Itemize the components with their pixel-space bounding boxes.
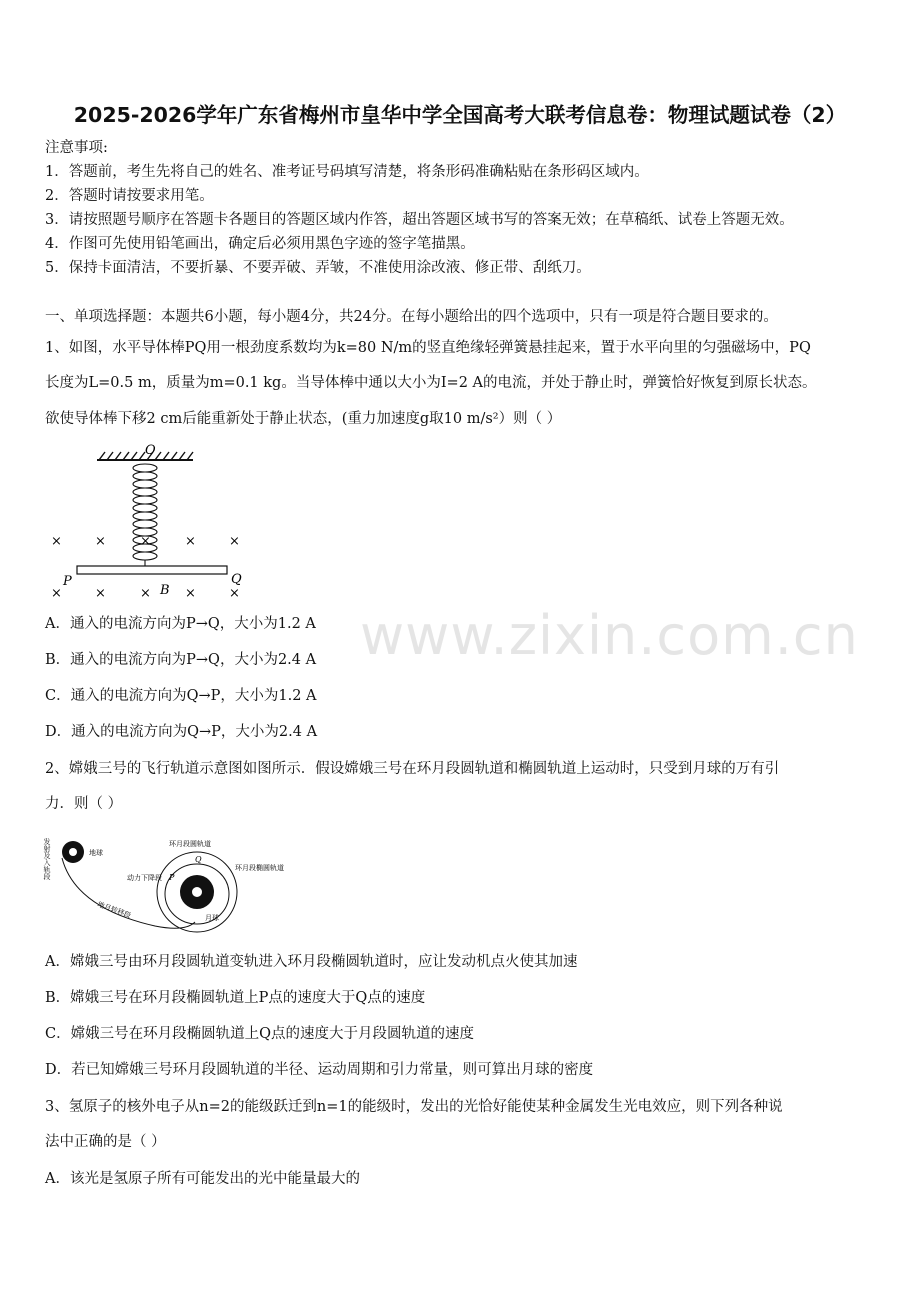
page-title: 2025-2026学年广东省梅州市皇华中学全国高考大联考信息卷：物理试题试卷（2）: [73, 103, 847, 127]
watermark: www.zixin.com.cn: [360, 604, 859, 667]
b-field-cross: ×: [229, 586, 240, 601]
option-b: B．嫦娥三号在环月段椭圆轨道上P点的速度大于Q点的速度: [45, 990, 426, 1006]
label-o: O: [145, 443, 156, 458]
b-field-cross: ×: [95, 586, 106, 601]
notice-item: 1．答题前，考生先将自己的姓名、准考证号码填写清楚，将条形码准确粘贴在条形码区域内。: [45, 164, 649, 180]
section-heading: 一、单项选择题：本题共6小题，每小题4分，共24分。在每小题给出的四个选项中，只有一项是符合题目要求的。: [45, 309, 778, 325]
option-a: A．通入的电流方向为P→Q，大小为1.2 A: [45, 616, 316, 632]
b-field-cross: ×: [185, 534, 196, 549]
ellipse-orbit-label: 环月段椭圆轨道: [235, 864, 284, 872]
option-d: D．通入的电流方向为Q→P，大小为2.4 A: [45, 724, 318, 740]
descent-label: 动力下降段: [127, 874, 162, 882]
question-2-line: 2、嫦娥三号的飞行轨道示意图如图所示．假设嫦娥三号在环月段圆轨道和椭圆轨道上运动时，只受到月球的万有引: [45, 761, 780, 777]
option-c: C．通入的电流方向为Q→P，大小为1.2 A: [45, 688, 317, 704]
moon-label: 月球: [205, 914, 219, 922]
b-field-cross: ×: [51, 534, 62, 549]
transfer-label: 地月转移段: [96, 900, 132, 920]
point-p: P: [169, 873, 175, 882]
spring-rod-figure: [45, 440, 255, 605]
b-field-cross: ×: [229, 534, 240, 549]
notice-item: 3．请按照题号顺序在答题卡各题目的答题区域内作答，超出答题区域书写的答案无效；在草稿纸、试卷上答题无效。: [45, 212, 794, 228]
question-2-line: 力．则（ ）: [45, 796, 123, 812]
question-3-line: 3、氢原子的核外电子从n=2的能级跃迁到n=1的能级时，发出的光恰好能使某种金属发生光电效应，则下列各种说: [45, 1099, 783, 1115]
b-field-cross: ×: [140, 534, 151, 549]
label-b: B: [160, 583, 170, 598]
label-q: Q: [231, 572, 242, 587]
option-a: A．该光是氢原子所有可能发出的光中能量最大的: [45, 1171, 360, 1187]
option-a: A．嫦娥三号由环月段圆轨道变轨进入环月段椭圆轨道时，应让发动机点火使其加速: [45, 954, 578, 970]
b-field-cross: ×: [185, 586, 196, 601]
b-field-cross: ×: [140, 586, 151, 601]
b-field-cross: ×: [95, 534, 106, 549]
question-1-line: 长度为L=0.5 m，质量为m=0.1 kg。当导体棒中通以大小为I=2 A的电流，并处于静止时，弹簧恰好恢复到原长状态。: [45, 375, 817, 391]
option-d: D．若已知嫦娥三号环月段圆轨道的半径、运动周期和引力常量，则可算出月球的密度: [45, 1062, 594, 1078]
option-c: C．嫦娥三号在环月段椭圆轨道上Q点的速度大于月段圆轨道的速度: [45, 1026, 474, 1042]
option-b: B．通入的电流方向为P→Q，大小为2.4 A: [45, 652, 317, 668]
orbit-figure: [45, 828, 305, 938]
b-field-cross: ×: [51, 586, 62, 601]
circle-orbit-label: 环月段圆轨道: [169, 840, 211, 848]
notice-heading: 注意事项:: [45, 140, 108, 156]
question-3-line: 法中正确的是（ ）: [45, 1134, 166, 1150]
notice-item: 4．作图可先使用铅笔画出，确定后必须用黑色字迹的签字笔描黑。: [45, 236, 475, 252]
question-1-line: 1、如图，水平导体棒PQ用一根劲度系数均为k=80 N/m的竖直绝缘轻弹簧悬挂起来，置于水平向里的匀强磁场中，PQ: [45, 340, 811, 356]
question-1-line: 欲使导体棒下移2 cm后能重新处于静止状态，(重力加速度g取10 m/s²）则（ ）: [45, 411, 562, 427]
notice-item: 2．答题时请按要求用笔。: [45, 188, 214, 204]
notice-item: 5．保持卡面清洁，不要折暴、不要弄破、弄皱，不准使用涂改液、修正带、刮纸刀。: [45, 260, 591, 276]
earth-label: 地球: [89, 849, 103, 857]
launch-label: 发射及入轨段: [43, 838, 51, 880]
point-q: Q: [195, 855, 202, 864]
label-p: P: [63, 574, 72, 589]
